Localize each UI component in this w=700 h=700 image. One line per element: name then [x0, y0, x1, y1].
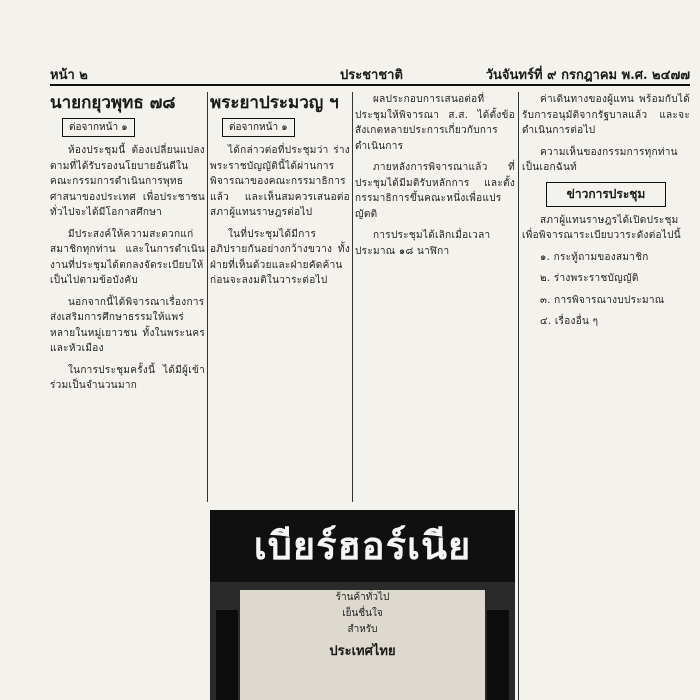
agenda-list [522, 213, 690, 330]
issue-date: วันจันทร์ที่ ๙ กรกฎาคม พ.ศ. ๒๔๗๗ [485, 68, 690, 83]
ad-line: ร้านค้าทั่วไป [335, 592, 390, 603]
article-body [50, 143, 205, 394]
ad-panel [240, 590, 485, 700]
column-rule [518, 92, 519, 700]
paragraph: ค่าเดินทางของผู้แทน พร้อมกับได้รับการอนุมัติจากรัฐบาลแล้ว และจะดำเนินการต่อไป [522, 94, 690, 136]
paragraph: ห้องประชุมนี้ ต้องเปลี่ยนแปลงตามที่ได้รับรองนโยบายอันดีในคณะกรรมการดำเนินการพุทธศาสนาของประเทศ เพื่อประชาชนทั่วไปจะได้มีโอกาสศึกษา [50, 145, 205, 218]
list-item: ๓. การพิจารณางบประมาณ [540, 294, 665, 306]
article-body [355, 92, 515, 259]
list-item: ๑. กระทู้ถามของสมาชิก [540, 251, 649, 263]
article-column-1 [50, 92, 205, 700]
continued-label: ต่อจากหน้า ๑ [222, 118, 295, 137]
paragraph: นอกจากนี้ได้พิจารณาเรื่องการส่งเสริมการศึกษาธรรมให้แพร่หลายในหมู่เยาวชน ทั้งในพระนครและหัวเมือง [50, 296, 205, 354]
page-number: หน้า ๒ [50, 68, 88, 83]
ad-line: สำหรับ [347, 624, 378, 635]
column-rule [207, 92, 208, 502]
article-headline: นายกยุวพุทธ ๗๘ [50, 93, 176, 113]
paragraph: การประชุมได้เลิกเมื่อเวลาประมาณ ๑๘ นาฬิกา [355, 230, 491, 257]
list-item: ๔. เรื่องอื่น ๆ [540, 316, 599, 327]
ad-line: เย็นชื่นใจ [342, 608, 383, 619]
ad-brand: ประเทศไทย [329, 644, 396, 659]
news-box-heading: ข่าวการประชุม [546, 182, 666, 207]
paragraph: ความเห็นของกรรมการทุกท่านเป็นเอกฉันท์ [522, 146, 678, 173]
bottle-illustration [216, 610, 238, 700]
article-headline: พระยาประมวญ ฯ [210, 93, 339, 113]
paragraph: ในที่ประชุมได้มีการอภิปรายกันอย่างกว้างขวาง ทั้งฝ่ายที่เห็นด้วยและฝ่ายคัดค้าน ก่อนจะลงมติในวาระต่อไป [210, 228, 350, 286]
beer-advertisement [210, 510, 515, 700]
paragraph: ผลประกอบการเสนอต่อที่ประชุมให้พิจารณา ส.ส. ได้ตั้งข้อสังเกตหลายประการเกี่ยวกับการดำเนินการ [355, 94, 515, 152]
paragraph: ในการประชุมครั้งนี้ ได้มีผู้เข้าร่วมเป็นจำนวนมาก [50, 364, 205, 391]
paragraph: ได้กล่าวต่อที่ประชุมว่า ร่างพระราชบัญญัตินี้ได้ผ่านการพิจารณาของคณะกรรมาธิการแล้ว และเห็นสมควรเสนอต่อสภาผู้แทนราษฎรต่อไป [210, 145, 350, 218]
paper-name: ประชาชาติ [340, 68, 403, 83]
article-body [522, 92, 690, 176]
list-item: สภาผู้แทนราษฎรได้เปิดประชุมเพื่อพิจารณาระเบียบวาระดังต่อไปนี้ [522, 214, 681, 241]
continued-label: ต่อจากหน้า ๑ [62, 118, 135, 137]
paragraph: มีประสงค์ให้ความสะดวกแก่สมาชิกทุกท่าน และในการดำเนินงานที่ประชุมได้ตกลงจัดระเบียบให้เป็นไปตามข้อบังคับ [50, 228, 205, 286]
article-body [210, 143, 350, 289]
list-item: ๒. ร่างพระราชบัญญัติ [540, 273, 639, 284]
column-rule [352, 92, 353, 502]
masthead [50, 60, 690, 86]
article-column-4 [522, 92, 690, 700]
article-column-2 [210, 92, 350, 502]
bottle-illustration [487, 610, 509, 700]
ad-banner: เบียร์ฮอร์เนีย [210, 510, 515, 582]
article-column-3 [355, 92, 515, 502]
paragraph: ภายหลังการพิจารณาแล้ว ที่ประชุมได้มีมติรับหลักการ และตั้งกรรมาธิการขึ้นคณะหนึ่งเพื่อแปรญัตติ [355, 162, 515, 220]
